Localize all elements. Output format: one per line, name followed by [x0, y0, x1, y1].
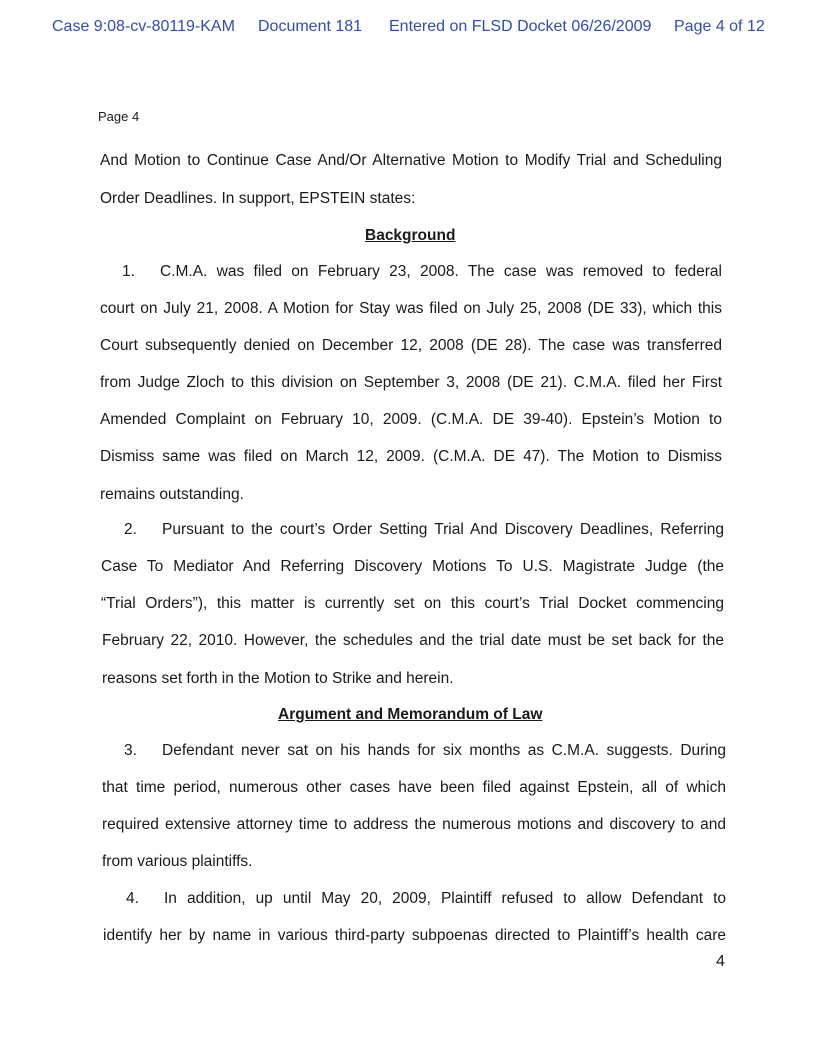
paragraph-text: In addition, up until May 20, 2009, Plaintiff refused to allow Defendant to — [164, 890, 726, 907]
intro-line: And Motion to Continue Case And/Or Alternative Motion to Modify Trial and Scheduling — [100, 152, 722, 169]
page-number: 4 — [716, 953, 725, 970]
paragraph-line: from various plaintiffs. — [102, 853, 253, 870]
header-document-number: Document 181 — [258, 18, 363, 35]
paragraph-line: from Judge Zloch to this division on September 3, 2008 (DE 21). C.M.A. filed her First — [100, 374, 722, 391]
paragraph-number: 4. — [126, 890, 139, 907]
paragraph-line: remains outstanding. — [100, 486, 244, 503]
paragraph-line: required extensive attorney time to address the numerous motions and discovery to and — [102, 816, 726, 833]
paragraph-line — [124, 521, 724, 539]
paragraph-text: Defendant never sat on his hands for six months as C.M.A. suggests. During — [162, 742, 726, 759]
paragraph-line: court on July 21, 2008. A Motion for Stay was filed on July 25, 2008 (DE 33), which this — [100, 300, 722, 317]
paragraph-line — [124, 742, 726, 760]
header-entered-docket: Entered on FLSD Docket 06/26/2009 — [389, 18, 652, 35]
heading-argument: Argument and Memorandum of Law — [278, 706, 543, 723]
header-page-count: Page 4 of 12 — [674, 18, 765, 35]
paragraph-line — [122, 263, 722, 281]
paragraph-text: C.M.A. was filed on February 23, 2008. The case was removed to federal — [160, 263, 722, 280]
header-case-number: Case 9:08-cv-80119-KAM — [52, 18, 235, 35]
paragraph-line: February 22, 2010. However, the schedules and the trial date must be set back for the — [102, 632, 724, 649]
paragraph-text: Pursuant to the court’s Order Setting Trial And Discovery Deadlines, Referring — [162, 521, 724, 538]
paragraph-line: Amended Complaint on February 10, 2009. (C.M.A. DE 39-40). Epstein’s Motion to — [100, 411, 722, 428]
paragraph-line: that time period, numerous other cases have been filed against Epstein, all of which — [102, 779, 726, 796]
heading-background: Background — [365, 227, 456, 244]
paragraph-line: Dismiss same was filed on March 12, 2009. (C.M.A. DE 47). The Motion to Dismiss — [100, 448, 722, 465]
paragraph-number: 2. — [124, 521, 137, 538]
paragraph-number: 1. — [122, 263, 135, 280]
intro-line: Order Deadlines. In support, EPSTEIN states: — [100, 190, 416, 207]
page-label: Page 4 — [98, 109, 140, 124]
paragraph-number: 3. — [124, 742, 137, 759]
paragraph-line: “Trial Orders”), this matter is currently set on this court’s Trial Docket commencing — [101, 595, 724, 612]
paragraph-line: Court subsequently denied on December 12, 2008 (DE 28). The case was transferred — [100, 337, 722, 354]
paragraph-line: identify her by name in various third-party subpoenas directed to Plaintiff’s health care — [103, 927, 726, 944]
paragraph-line — [126, 890, 726, 908]
paragraph-line: reasons set forth in the Motion to Strike and herein. — [102, 670, 454, 687]
paragraph-line: Case To Mediator And Referring Discovery Motions To U.S. Magistrate Judge (the — [101, 558, 724, 575]
